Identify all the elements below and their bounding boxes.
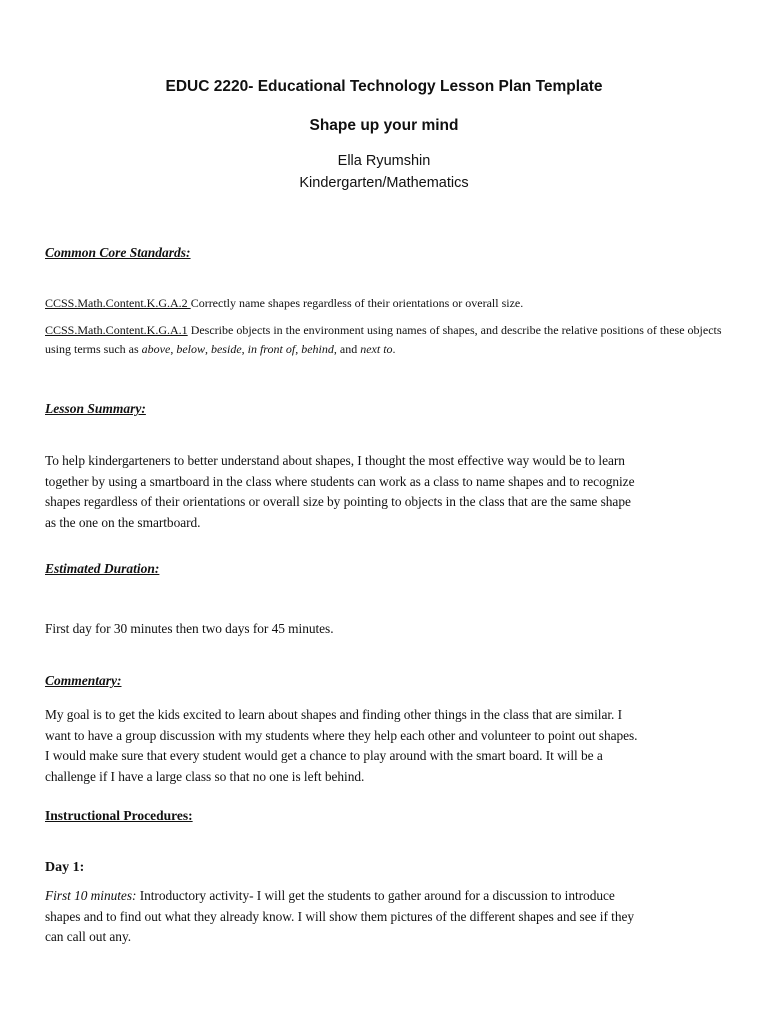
position-term: in front of xyxy=(247,342,296,356)
summary-line: as the one on the smartboard. xyxy=(45,514,201,530)
day1-procedure xyxy=(45,886,725,948)
position-term: next to xyxy=(360,342,393,356)
standard-code: CCSS.Math.Content.K.G.A.1 xyxy=(45,323,188,337)
procedure-text: Introductory activity- I will get the students to gather around for a discussion to introduce xyxy=(136,888,615,903)
separator: , xyxy=(170,342,177,356)
summary-line: together by using a smartboard in the class where students can work as a class to name shapes and to recognize xyxy=(45,473,635,489)
separator: , xyxy=(241,342,248,356)
separator: , xyxy=(295,342,302,356)
procedure-line: can call out any. xyxy=(45,929,132,945)
position-term: beside xyxy=(210,342,242,356)
procedures-heading: Instructional Procedures: xyxy=(45,808,193,823)
commentary-line: want to have a group discussion with my students where they help each other and volunteer to point out shapes. xyxy=(45,727,638,743)
separator: , and xyxy=(333,342,361,356)
grade-subject: Kindergarten/Mathematics xyxy=(299,175,469,191)
standards-heading: Common Core Standards: xyxy=(45,245,191,260)
lesson-title: Shape up your mind xyxy=(309,117,459,134)
procedure-line: shapes and to find out what they already know. I will show them pictures of the different shapes and see if they xyxy=(45,908,635,924)
standard-code: CCSS.Math.Content.K.G.A.2 xyxy=(45,296,191,310)
standard-text: Correctly name shapes regardless of their orientations or overall size. xyxy=(190,296,524,310)
standard-item xyxy=(45,294,725,313)
separator: . xyxy=(392,342,396,356)
commentary-heading: Commentary: xyxy=(45,673,122,688)
commentary-paragraph xyxy=(45,705,725,787)
document-title: EDUC 2220- Educational Technology Lesson Plan Template xyxy=(165,78,603,95)
duration-heading: Estimated Duration: xyxy=(45,561,160,576)
day-label: Day 1: xyxy=(45,860,85,875)
duration-text: First day for 30 minutes then two days for 45 minutes. xyxy=(45,621,334,636)
commentary-line: challenge if I have a large class so that no one is left behind. xyxy=(45,768,365,784)
author-name: Ella Ryumshin xyxy=(337,153,431,169)
position-term: above xyxy=(141,342,171,356)
summary-line: To help kindergarteners to better understand about shapes, I thought the most effective way would be to learn xyxy=(45,453,625,468)
time-label: First 10 minutes: xyxy=(45,888,137,903)
summary-line: shapes regardless of their orientations or overall size by pointing to objects in the class that are the same shape xyxy=(45,494,631,510)
summary-paragraph xyxy=(45,451,725,533)
procedure-line xyxy=(45,886,725,907)
commentary-line: I would make sure that every student would get a chance to play around with the smart board. It will be a xyxy=(45,748,603,764)
position-term: below xyxy=(176,342,205,356)
commentary-line: My goal is to get the kids excited to learn about shapes and finding other things in the class that are similar. I xyxy=(45,707,623,722)
standard-item xyxy=(45,321,725,359)
separator: , xyxy=(204,342,211,356)
position-term: behind xyxy=(301,342,334,356)
standard-text: Describe objects in the environment using names of shapes, and describe the relative positions of these objects using terms such as xyxy=(45,323,722,356)
summary-heading: Lesson Summary: xyxy=(45,401,146,416)
